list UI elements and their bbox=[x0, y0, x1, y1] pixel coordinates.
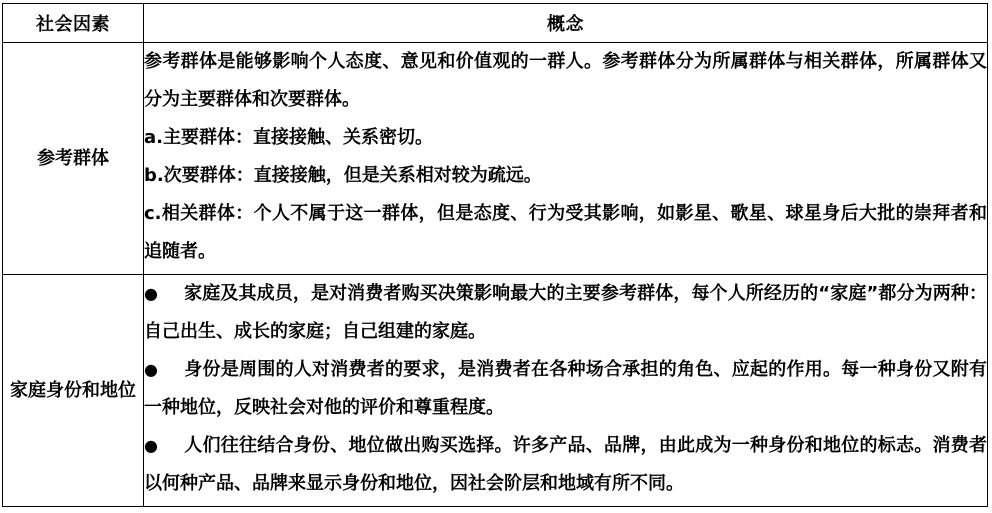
bullet-paragraph bbox=[144, 275, 987, 351]
bullet-text: 家庭及其成员，是对消费者购买决策影响最大的主要参考群体，每个人所经历的“家庭”都分为两种：自己出生、成长的家庭；自己组建的家庭。 bbox=[144, 283, 987, 342]
concept-paragraph: 参考群体是能够影响个人态度、意见和价值观的一群人。参考群体分为所属群体与相关群体，所属群体又分为主要群体和次要群体。 bbox=[144, 51, 987, 110]
header-concept: 概念 bbox=[144, 4, 988, 43]
bullet-paragraph bbox=[144, 351, 987, 427]
bullet-paragraph bbox=[144, 427, 987, 503]
factor-cell bbox=[3, 275, 144, 507]
concept-paragraph: b.次要群体：直接接触，但是关系相对较为疏远。 bbox=[144, 165, 542, 186]
factor-cell: 参考群体 bbox=[3, 43, 144, 275]
concept-paragraph: a.主要群体：直接接触、关系密切。 bbox=[144, 127, 433, 148]
table-header-row bbox=[3, 4, 988, 43]
bullet-icon: ● bbox=[144, 436, 158, 455]
bullet-text: 身份是周围的人对消费者的要求，是消费者在各种场合承担的角色、应起的作用。每一种身份又附有一种地位，反映社会对他的评价和尊重程度。 bbox=[144, 359, 987, 418]
concept-table bbox=[2, 3, 988, 507]
bullet-icon: ● bbox=[144, 284, 158, 303]
factor-label: 家庭身份和地位 bbox=[10, 379, 136, 401]
concept-cell bbox=[144, 43, 988, 275]
table-row-family-status bbox=[3, 275, 988, 507]
table-row-reference-group bbox=[3, 43, 988, 275]
bullet-icon: ● bbox=[144, 360, 158, 379]
header-factor: 社会因素 bbox=[3, 4, 144, 43]
concept-cell bbox=[144, 275, 988, 507]
concept-paragraph: c.相关群体：个人不属于这一群体，但是态度、行为受其影响，如影星、歌星、球星身后大批的崇拜者和追随者。 bbox=[144, 203, 987, 262]
bullet-text: 人们往往结合身份、地位做出购买选择。许多产品、品牌，由此成为一种身份和地位的标志。消费者以何种产品、品牌来显示身份和地位，因社会阶层和地域有所不同。 bbox=[144, 435, 987, 494]
